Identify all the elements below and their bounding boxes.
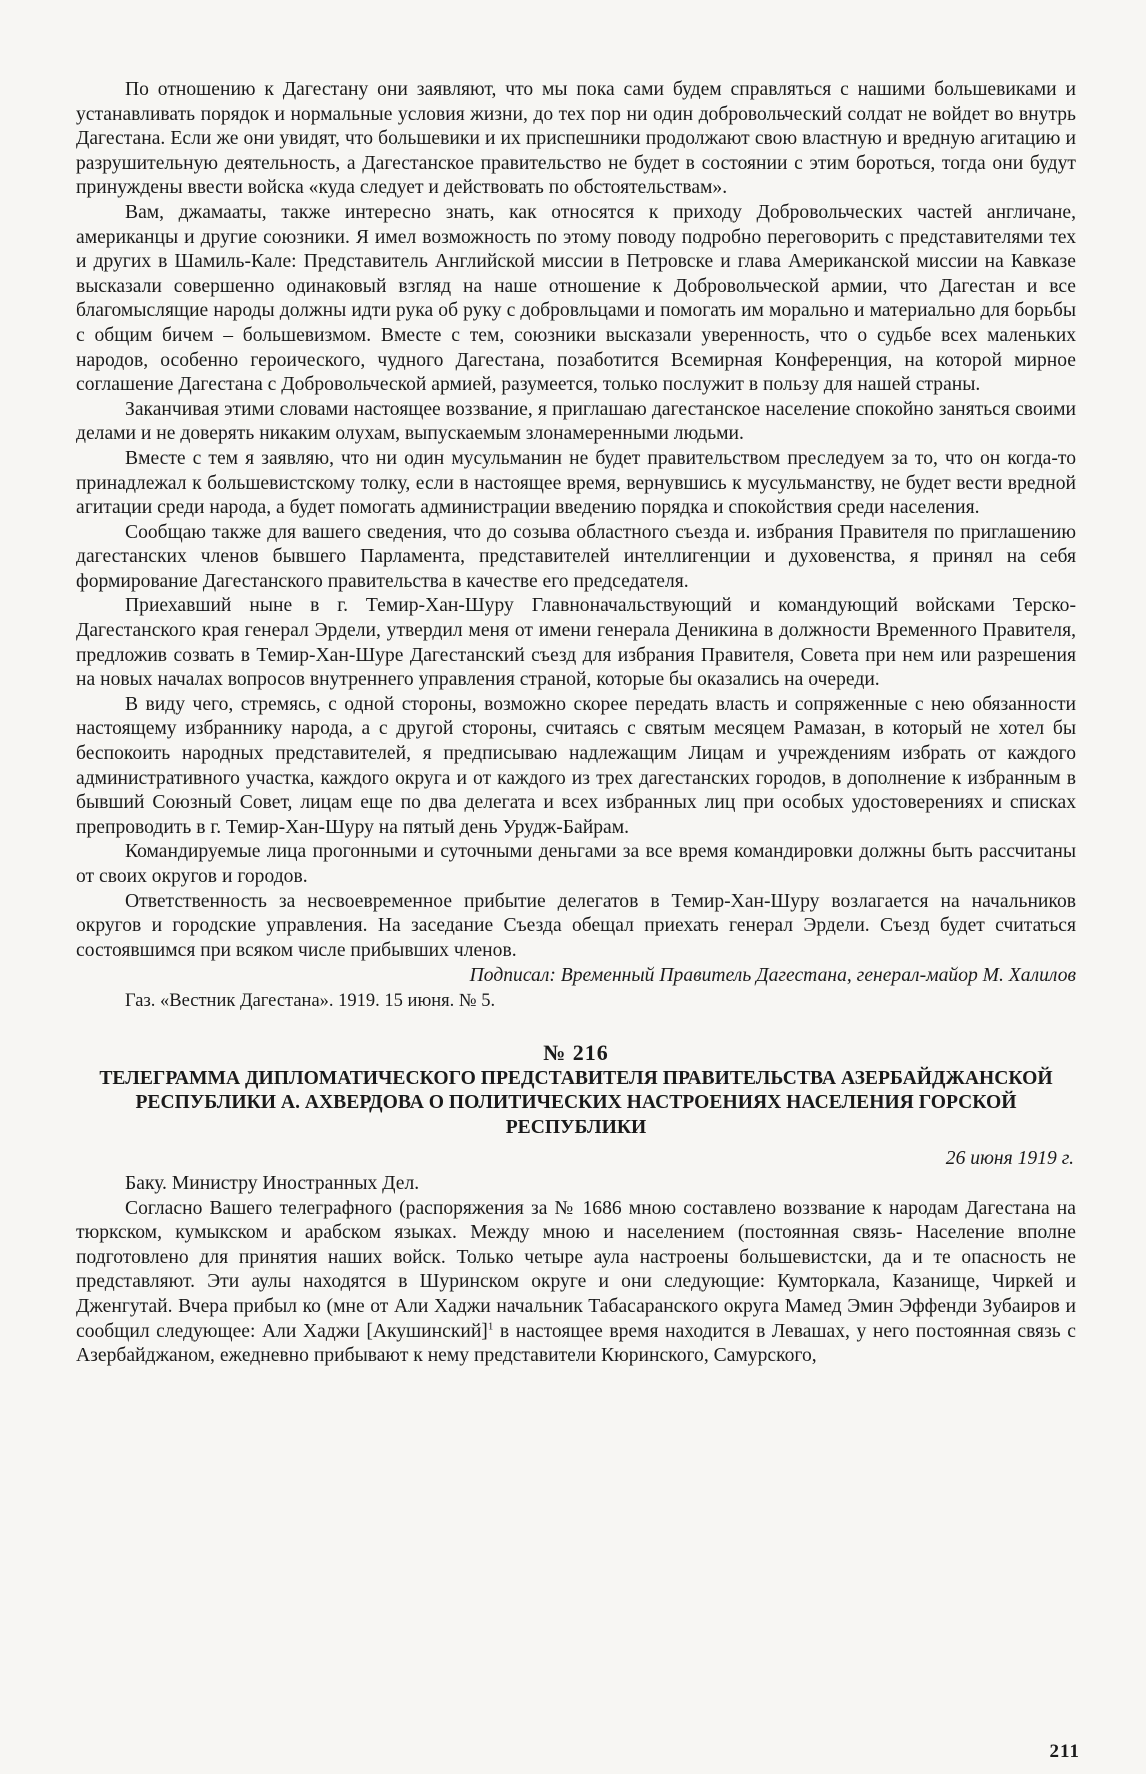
paragraph: Приехавший ныне в г. Темир-Хан-Шуру Главноначальствующий и командующий войсками Терско-Дагестанского края генерал Эрдели, утвердил меня от имени генерала Деникина в должности Временного Правителя, предложив созвать в Темир-Хан-Шуре Дагестанский съезд для избрания Правителя, Совета при нем или разрешения на новых началах вопросов внутреннего управления страной, которые бы оказались на очереди. xyxy=(76,595,1076,691)
paragraph: Вместе с тем я заявляю, что ни один мусульманин не будет правительством преследуем за то, что он когда-то принадлежал к большевистскому толку, если в настоящее время, вернувшись к мусульманству, не будет вести вредной агитации среди народа, а будет помогать администрации введению порядка и спокойствия среди населения. xyxy=(76,447,1076,519)
paragraph: Ответственность за несвоевременное прибытие делегатов в Темир-Хан-Шуру возлагается на начальников округов и городские управления. На заседание Съезда обещал приехать генерал Эрдели. Съезд будет считаться состоявшимся при всяком числе прибывших членов. xyxy=(76,890,1076,961)
paragraph: В виду чего, стремясь, с одной стороны, возможно скорее передать власть и сопряженные с нею обязанности настоящему избраннику народа, а с другой стороны, считаясь с святым месяцем Рамазан, в который не хотел бы беспокоить народных представителей, я предписываю надлежащим Лицам и учреждениям избрать от каждого административного участка, каждого округа и от каждого из трех дагестанских городов, в дополнение к избранным в бывший Союзный Совет, лицам еще по два делегата и всех избранных лиц при особых удостоверениях и списках препроводить в г. Темир-Хан-Шуру на пятый день Урудж-Байрам. xyxy=(76,693,1076,838)
paragraph: Заканчивая этими словами настоящее воззвание, я приглашаю дагестанское население спокойно заняться своими делами и не доверять никаким олухам, выпускаемым злонамеренными людьми. xyxy=(76,398,1076,445)
signature: Подписал: Временный Правитель Дагестана, генерал-майор М. Халилов xyxy=(469,965,1076,987)
paragraph: Сообщаю также для вашего сведения, что до созыва областного съезда и. избрания Правителя по приглашению дагестанских членов бывшего Парламента, представителей интеллигенции и духовенства, я принял на себя формирование Дагестанского правительства в качестве его председателя. xyxy=(76,521,1076,592)
appeal-text xyxy=(76,78,1076,963)
telegram-body xyxy=(76,1197,1076,1369)
telegram-body-part2: в настоящее время находится в Левашах, у него постоянная связь с Азербайджаном, ежедневно прибывают к нему представители Кюринского, Самурского, xyxy=(76,1320,1077,1367)
footnote-mark: 1 xyxy=(487,1319,494,1332)
addressee: Баку. Министру Иностранных Дел. xyxy=(125,1172,420,1194)
paragraph: Командируемые лица прогонными и суточными деньгами за все время командировки должны быть рассчитаны от своих округов и городов. xyxy=(76,841,1076,887)
paragraph: По отношению к Дагестану они заявляют, что мы пока сами будем справляться с нашими большевиками и устанавливать порядок и нормальные условия жизни, до тех пор ни один добровольческий солдат не войдет во внутрь Дагестана. Если же они увидят, что большевики и их приспешники продолжают свою властную и вредную агитацию и разрушительную деятельность, а Дагестанское правительство не будет в состоянии с этим бороться, тогда они будут принуждены ввести войска «куда следует и действовать по обстоятельствам». xyxy=(76,79,1076,199)
source-citation: Газ. «Вестник Дагестана». 1919. 15 июня. № 5. xyxy=(125,990,496,1011)
page-number: 211 xyxy=(1049,1741,1080,1762)
telegram-body-part1: Согласно Вашего телеграфного (распоряжения за № 1686 мною составлено воззвание к народам Дагестана на тюркском, кумыкском и арабском языках. Между мною и населением (постоянная связь- Население вполне подготовлено для принятия наших войск. Только четыре аула настроены большевистски, да и те опасность не представляют. Эти аулы находятся в Шуринском округе и они следующие: Кумторкала, Казанище, Чиркей и Дженгутай. Вчера прибыл ко (мне от Али Хаджи начальник Табасаранского округа Мамед Эмин Эффенди Зубаиров и сообщил следующее: Али Хаджи [Акушинский] xyxy=(76,1197,1076,1342)
document-number: № 216 xyxy=(543,1039,609,1065)
paragraph: Вам, джамааты, также интересно знать, как относятся к приходу Добровольческих частей англичане, американцы и другие союзники. Я имел возможность по этому поводу подробно переговорить с представителями тех и других в Шамиль-Кале: Представитель Английской миссии в Петровске и глава Американской миссии на Кавказе высказали совершенно одинаковый взгляд на наше отношение к Добровольческой армии, что Дагестан и все благомыслящие народы должны идти рука об руку с добровльцами и помогать им морально и материально для борьбы с общим бичем – большевизмом. Вместе с тем, союзники высказали уверенность, что о судьбе всех маленьких народов, особенно героического, чудного Дагестана, позаботится Всемирная Конференция, на которой мирное соглашение Дагестана с Добровольческой армией, разумеется, только послужит в пользу для нашей страны. xyxy=(76,201,1076,396)
document-date: 26 июня 1919 г. xyxy=(945,1148,1074,1170)
document-216 xyxy=(76,1040,1076,1369)
document-title: ТЕЛЕГРАММА ДИПЛОМАТИЧЕСКОГО ПРЕДСТАВИТЕЛЯ ПРАВИТЕЛЬСТВА АЗЕРБАЙДЖАНСКОЙ РЕСПУБЛИКИ А. АХВЕРДОВА О ПОЛИТИЧЕСКИХ НАСТРОЕНИЯХ НАСЕЛЕНИЯ ГОРСКОЙ РЕСПУБЛИКИ xyxy=(99,1067,1053,1138)
